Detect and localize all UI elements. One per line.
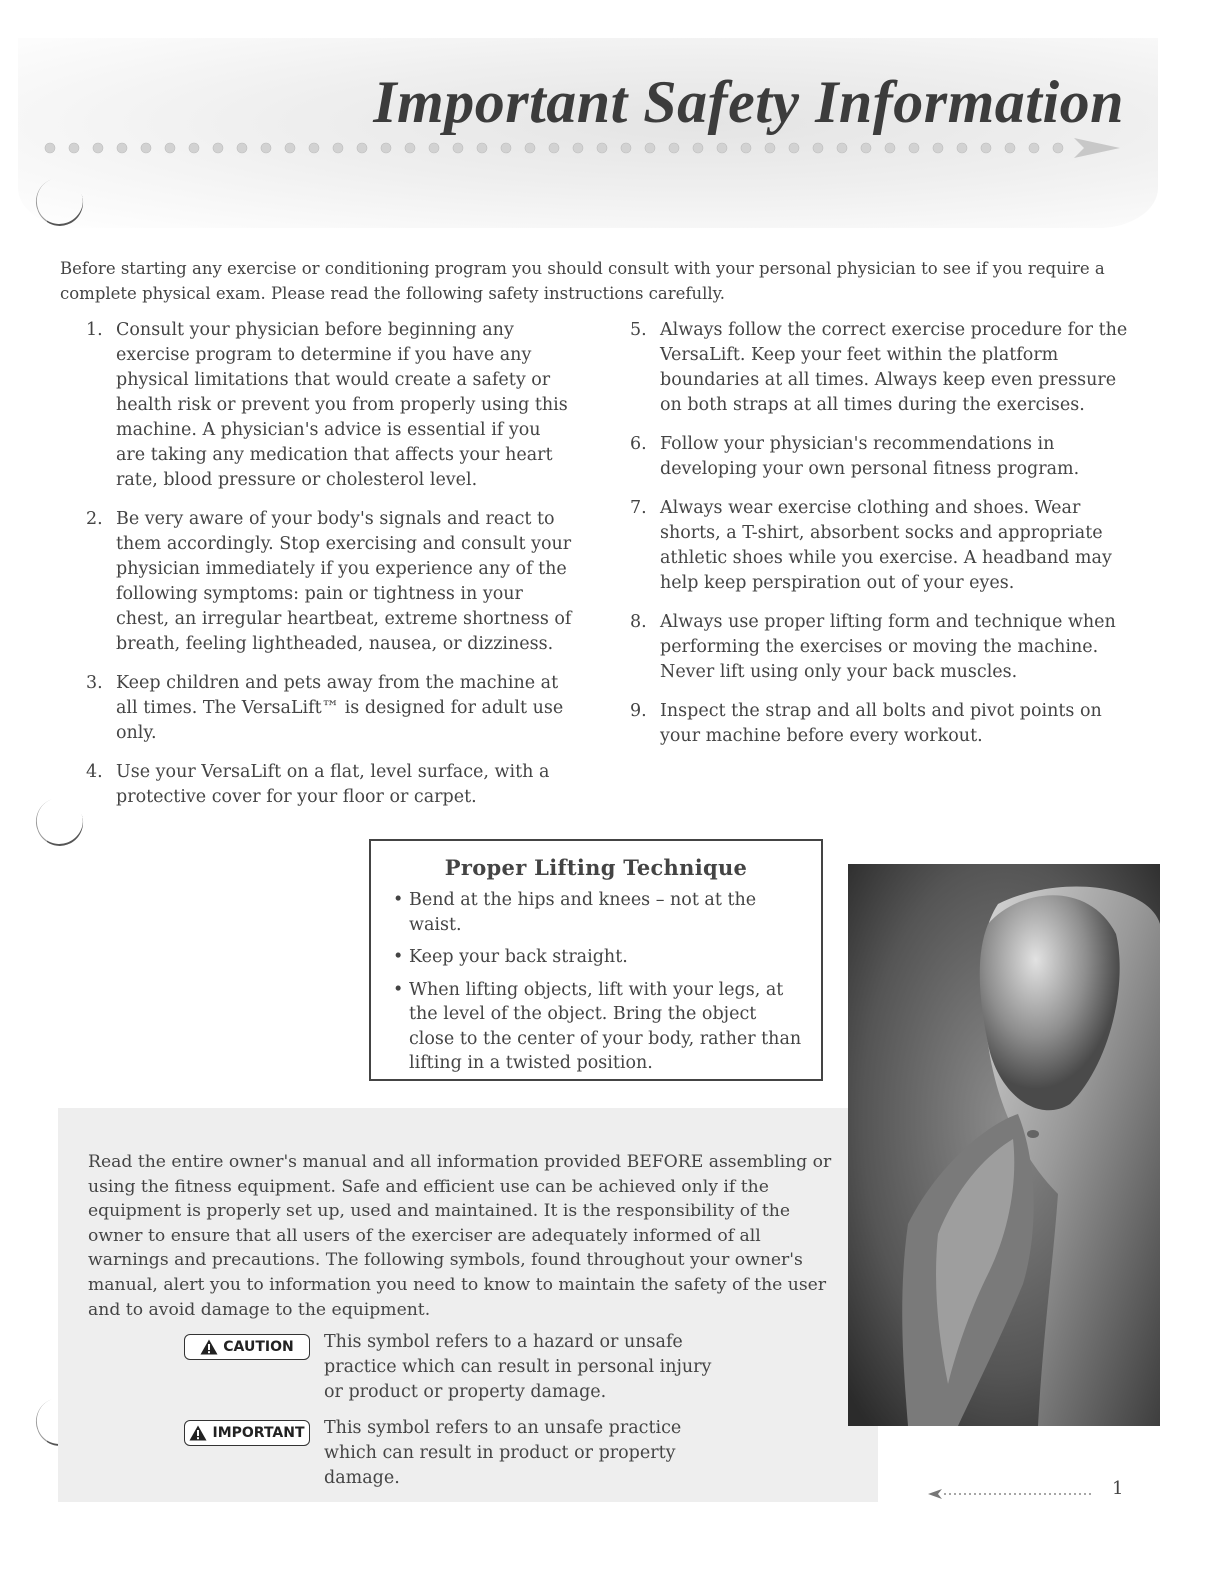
muscular-arm-photo (848, 864, 1160, 1426)
step-number: 9. (630, 701, 647, 721)
step-text: Keep children and pets away from the machine at all times. The VersaLift™ is designed for adult use only. (116, 673, 564, 743)
list-item-text: Bend at the hips and knees – not at the waist. (409, 890, 757, 935)
step-number: 7. (630, 498, 647, 518)
safety-step (608, 432, 1128, 482)
step-number: 3. (86, 673, 103, 693)
safety-step (608, 318, 1128, 418)
bullet-mark: • (393, 890, 404, 910)
step-number: 5. (630, 320, 647, 340)
safety-step (608, 496, 1128, 596)
important-description: This symbol refers to an unsafe practice which can result in product or property damage. (324, 1418, 682, 1488)
caution-description: This symbol refers to a hazard or unsafe practice which can result in personal injury or product or property damage. (324, 1332, 712, 1402)
warning-triangle-icon (200, 1339, 218, 1355)
safety-step (64, 671, 574, 746)
safety-step (64, 760, 574, 810)
lifting-technique-box (369, 839, 823, 1081)
step-number: 4. (86, 762, 103, 782)
dotted-left-arrow-icon (928, 1486, 1098, 1502)
safety-step (64, 318, 574, 493)
lifting-technique-list (371, 888, 821, 1076)
bullet-mark: • (393, 947, 404, 967)
step-text: Always wear exercise clothing and shoes. Wear shorts, a T-shirt, absorbent socks and appropriate athletic shoes while you exercise. A headband may help keep perspiration out of your eyes. (660, 498, 1112, 593)
list-item-text: Keep your back straight. (409, 947, 628, 967)
step-text: Inspect the strap and all bolts and pivot points on your machine before every workout. (660, 701, 1102, 746)
step-number: 8. (630, 612, 647, 632)
step-text: Consult your physician before beginning any exercise program to determine if you have any physical limitations that would create a safety or health risk or prevent you from properly using this machine. A physician's advice is essential if you are taking any medication that affects your heart rate, blood pressure or cholesterol level. (116, 320, 568, 490)
list-item (393, 888, 807, 937)
page-number: 1 (1112, 1478, 1124, 1499)
owner-notice-text: Read the entire owner's manual and all information provided BEFORE assembling or using the fitness equipment. Safe and efficient use can be achieved only if the equipment is properly set up, used and maintained. It is the responsibility of the owner to ensure that all users of the exerciser are adequately informed of all warnings and precautions. The following symbols, found throughout your owner's manual, alert you to information you need to know to maintain the safety of the user and to avoid damage to the equipment. (88, 1152, 832, 1320)
step-text: Follow your physician's recommendations in developing your own personal fitness program. (660, 434, 1080, 479)
bullet-mark: • (393, 979, 404, 1000)
step-text: Always follow the correct exercise procedure for the VersaLift. Keep your feet within the platform boundaries at all times. Always keep even pressure on both straps at all times during the exercises. (660, 320, 1128, 415)
page-title: Important Safety Information (373, 69, 1124, 135)
safety-steps-right (608, 318, 1128, 763)
caution-badge (184, 1334, 310, 1360)
dotted-arrow-rule (42, 138, 1122, 158)
step-number: 2. (86, 509, 103, 529)
list-item (393, 978, 807, 1076)
warning-triangle-icon (189, 1425, 207, 1441)
lifting-technique-title: Proper Lifting Technique (444, 855, 748, 880)
safety-step (64, 507, 574, 657)
safety-step (608, 610, 1128, 685)
safety-steps-left (64, 318, 574, 824)
important-symbol-row (184, 1416, 734, 1491)
caution-label: CAUTION (223, 1339, 294, 1355)
list-item (393, 945, 807, 970)
important-label: IMPORTANT (212, 1425, 305, 1441)
step-text: Always use proper lifting form and technique when performing the exercises or moving the machine. Never lift using only your back muscles. (660, 612, 1116, 682)
step-number: 6. (630, 434, 647, 454)
safety-step (608, 699, 1128, 749)
list-item-text: When lifting objects, lift with your legs, at the level of the object. Bring the object close to the center of your body, rather than lifting in a twisted position. (409, 979, 802, 1073)
caution-symbol-row (184, 1330, 734, 1405)
step-number: 1. (86, 320, 103, 340)
step-text: Use your VersaLift on a flat, level surface, with a protective cover for your floor or carpet. (116, 762, 550, 807)
intro-paragraph: Before starting any exercise or conditioning program you should consult with your personal physician to see if you require a complete physical exam. Please read the following safety instructions carefully. (60, 259, 1105, 303)
important-badge (184, 1420, 310, 1446)
step-text: Be very aware of your body's signals and react to them accordingly. Stop exercising and consult your physician immediately if you experience any of the following symptoms: pain or tightness in your chest, an irregular heartbeat, extreme shortness of breath, feeling lightheaded, nausea, or dizziness. (116, 509, 572, 654)
